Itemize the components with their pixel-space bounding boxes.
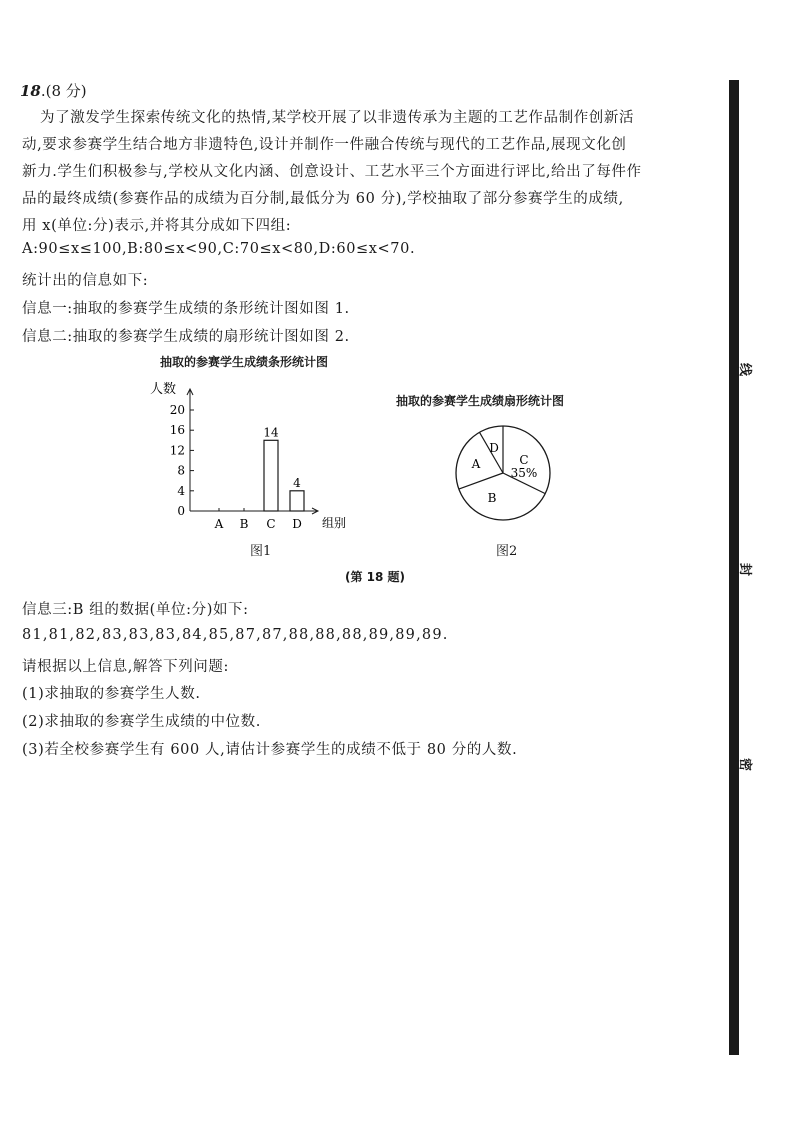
x-tick-label: A bbox=[214, 517, 224, 531]
pie-slice-label-D: D bbox=[489, 441, 499, 455]
x-tick-label: B bbox=[239, 517, 249, 531]
bar-value-label: 4 bbox=[293, 475, 301, 490]
x-tick-label: C bbox=[266, 517, 276, 531]
side-mark-secret: 密 bbox=[737, 757, 753, 772]
side-mark-seal: 封 bbox=[737, 562, 753, 577]
bar-D bbox=[290, 491, 304, 511]
y-tick-label: 12 bbox=[169, 443, 185, 458]
pie-slice-label-C: C bbox=[519, 453, 529, 467]
info-one: 信息一:抽取的参赛学生成绩的条形统计图如图 1. bbox=[22, 301, 350, 317]
info-two: 信息二:抽取的参赛学生成绩的扇形统计图如图 2. bbox=[22, 329, 350, 345]
groups-line: A:90≤x≤100,B:80≤x<90,C:70≤x<80,D:60≤x<70. bbox=[22, 241, 416, 257]
sub-question-2: (2)求抽取的参赛学生成绩的中位数. bbox=[22, 714, 261, 730]
question-points: .(8 分) bbox=[40, 82, 87, 100]
bar-C bbox=[264, 440, 278, 511]
pie-slice-label-A: A bbox=[471, 457, 481, 471]
bar-value-label: 14 bbox=[263, 425, 279, 440]
intro-line-5: 用 x(单位:分)表示,并将其分成如下四组: bbox=[22, 218, 292, 234]
y-tick-label: 4 bbox=[177, 483, 185, 498]
x-tick-label: D bbox=[292, 517, 302, 531]
intro-line-2: 动,要求参赛学生结合地方非遗特色,设计并制作一件融合传统与现代的工艺作品,展现文化创 bbox=[22, 137, 627, 153]
sub-question-3: (3)若全校参赛学生有 600 人,请估计参赛学生的成绩不低于 80 分的人数. bbox=[22, 742, 518, 758]
question-header bbox=[20, 80, 87, 101]
sub-question-1: (1)求抽取的参赛学生人数. bbox=[22, 686, 201, 702]
pie-chart bbox=[450, 420, 560, 530]
ask-line: 请根据以上信息,解答下列问题: bbox=[22, 659, 229, 675]
pie-slice-label-B: B bbox=[487, 491, 497, 505]
bar-figure-label: 图1 bbox=[250, 544, 272, 559]
pie-slice-value-C: 35% bbox=[510, 466, 538, 480]
y-axis-label: 人数 bbox=[150, 382, 177, 397]
side-mark-line: 线 bbox=[737, 362, 753, 377]
y-tick-label: 20 bbox=[169, 403, 185, 417]
intro-line-1: 为了激发学生探索传统文化的热情,某学校开展了以非遗传承为主题的工艺作品制作创新活 bbox=[40, 110, 635, 126]
bar-chart bbox=[150, 375, 380, 535]
bar-chart-title: 抽取的参赛学生成绩条形统计图 bbox=[160, 355, 329, 369]
y-tick-label: 16 bbox=[169, 423, 185, 438]
pie-chart-title: 抽取的参赛学生成绩扇形统计图 bbox=[396, 394, 565, 408]
intro-line-3: 新力.学生们积极参与,学校从文化内涵、创意设计、工艺水平三个方面进行评比,给出了每件作 bbox=[22, 164, 642, 180]
x-axis-label: 组别 bbox=[322, 516, 347, 530]
pie-figure-label: 图2 bbox=[496, 544, 518, 559]
y-tick-label: 0 bbox=[177, 504, 185, 518]
question-number: 18 bbox=[20, 82, 41, 100]
y-tick-label: 8 bbox=[177, 463, 185, 478]
figure-caption: (第 18 题) bbox=[345, 570, 406, 584]
intro-line-4: 品的最终成绩(参赛作品的成绩为百分制,最低分为 60 分),学校抽取了部分参赛学生的成绩, bbox=[22, 191, 624, 207]
info-three: 信息三:B 组的数据(单位:分)如下: bbox=[22, 602, 249, 618]
b-group-data: 81,81,82,83,83,83,84,85,87,87,88,88,88,89,89,89. bbox=[22, 627, 449, 643]
stats-line: 统计出的信息如下: bbox=[22, 273, 149, 289]
